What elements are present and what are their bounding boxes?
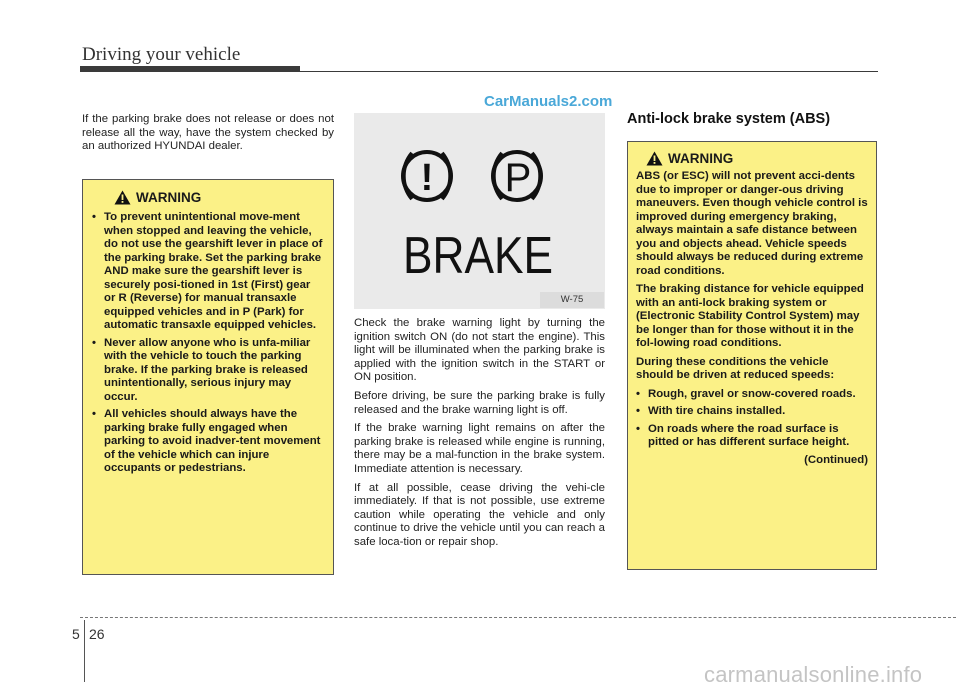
road-condition-item: • With tire chains installed. xyxy=(636,405,786,417)
watermark-bottom[interactable]: carmanualsonline.info xyxy=(704,662,923,687)
section-title-abs: Anti-lock brake system (ABS) xyxy=(627,111,831,127)
warning-paragraph: The braking distance for vehicle equipped with an anti-lock braking system or (Electronic Stability Control System) may be longer than for those without it in the fol-lowing road conditions. xyxy=(636,283,864,349)
abs-warning-box xyxy=(627,141,877,570)
page-number: 26 xyxy=(89,626,105,642)
continued-label: (Continued) xyxy=(804,453,868,466)
header-rule-thin xyxy=(300,71,878,72)
page-header-title: Driving your vehicle xyxy=(82,44,241,65)
warning-item: • To prevent unintentional move-ment when stopped and leaving the vehicle, do not use the gearshift lever in place of the parking brake. Set the parking brake AND make sure the gearshift lever is securely posi-tioned in 1st (First) gear or R (Reverse) for manual transaxle equipped vehicles and in P (Park) for automatic transaxle equipped vehicles. xyxy=(92,211,323,331)
body-paragraph: Before driving, be sure the parking brake is fully released and the brake warning light is off. xyxy=(354,389,605,416)
road-condition-item: • On roads where the road surface is pitted or has different surface height. xyxy=(636,422,850,448)
parking-brake-warning-box xyxy=(82,179,334,575)
body-paragraph: If at all possible, cease driving the vehi-cle immediately. If that is not possible, use extreme caution while operating the vehicle and only continue to drive the vehicle until you can reach a safe loca-tion or repair shop. xyxy=(354,481,605,548)
warning-header xyxy=(114,190,324,205)
warning-item: • All vehicles should always have the parking brake fully engaged when parking to avoid inadver-tent movement of the vehicle which can injure occupants or pedestrians. xyxy=(92,408,321,474)
watermark-top[interactable]: CarManuals2.com xyxy=(484,93,613,110)
body-paragraph: If the brake warning light remains on after the parking brake is released while engine is running, there may be a mal-function in the brake system. Immediate attention is necessary. xyxy=(354,422,605,475)
body-paragraph: Check the brake warning light by turning the ignition switch ON (do not start the engine). This light will be illuminated when the parking brake is applied with the ignition switch in the START or ON position. xyxy=(354,317,605,384)
brake-word: BRAKE xyxy=(403,227,553,285)
road-conditions-list xyxy=(636,388,868,450)
warning-triangle-icon xyxy=(114,190,131,205)
exclamation-symbol: ! xyxy=(420,157,434,199)
footer-rule xyxy=(80,617,956,618)
road-condition-item: • Rough, gravel or snow-covered roads. xyxy=(636,387,856,400)
chapter-number: 5 xyxy=(72,626,80,642)
warning-title: WARNING xyxy=(136,189,202,205)
brake-warning-light-illustration xyxy=(354,113,605,309)
figure-code: W-75 xyxy=(540,292,604,308)
warning-paragraph: During these conditions the vehicle should be driven at reduced speeds: xyxy=(636,355,835,381)
page-number-divider xyxy=(84,620,85,682)
warning-paragraph: ABS (or ESC) will not prevent acci-dents due to improper or danger-ous driving maneuvers. Even though vehicle control is improved during emergency braking, always maintain a safe distance between you and objects ahead. Vehicle speeds should always be reduced during extreme road conditions. xyxy=(636,170,868,277)
warning-triangle-icon xyxy=(646,151,663,166)
warning-header xyxy=(646,151,868,166)
intro-paragraph: If the parking brake does not release or does not release all the way, have the system checked by an authorized HYUNDAI dealer. xyxy=(82,113,334,153)
warning-item: • Never allow anyone who is unfa-miliar with the vehicle to touch the parking brake. If the parking brake is released unintentionally, serious injury may occur. xyxy=(92,336,311,403)
header-rule-thick xyxy=(80,66,300,72)
brake-light-text xyxy=(354,317,605,555)
warning-list xyxy=(92,211,324,476)
warning-title: WARNING xyxy=(668,150,734,166)
brake-warning-light-figure xyxy=(354,113,605,309)
parking-symbol: P xyxy=(504,156,532,200)
